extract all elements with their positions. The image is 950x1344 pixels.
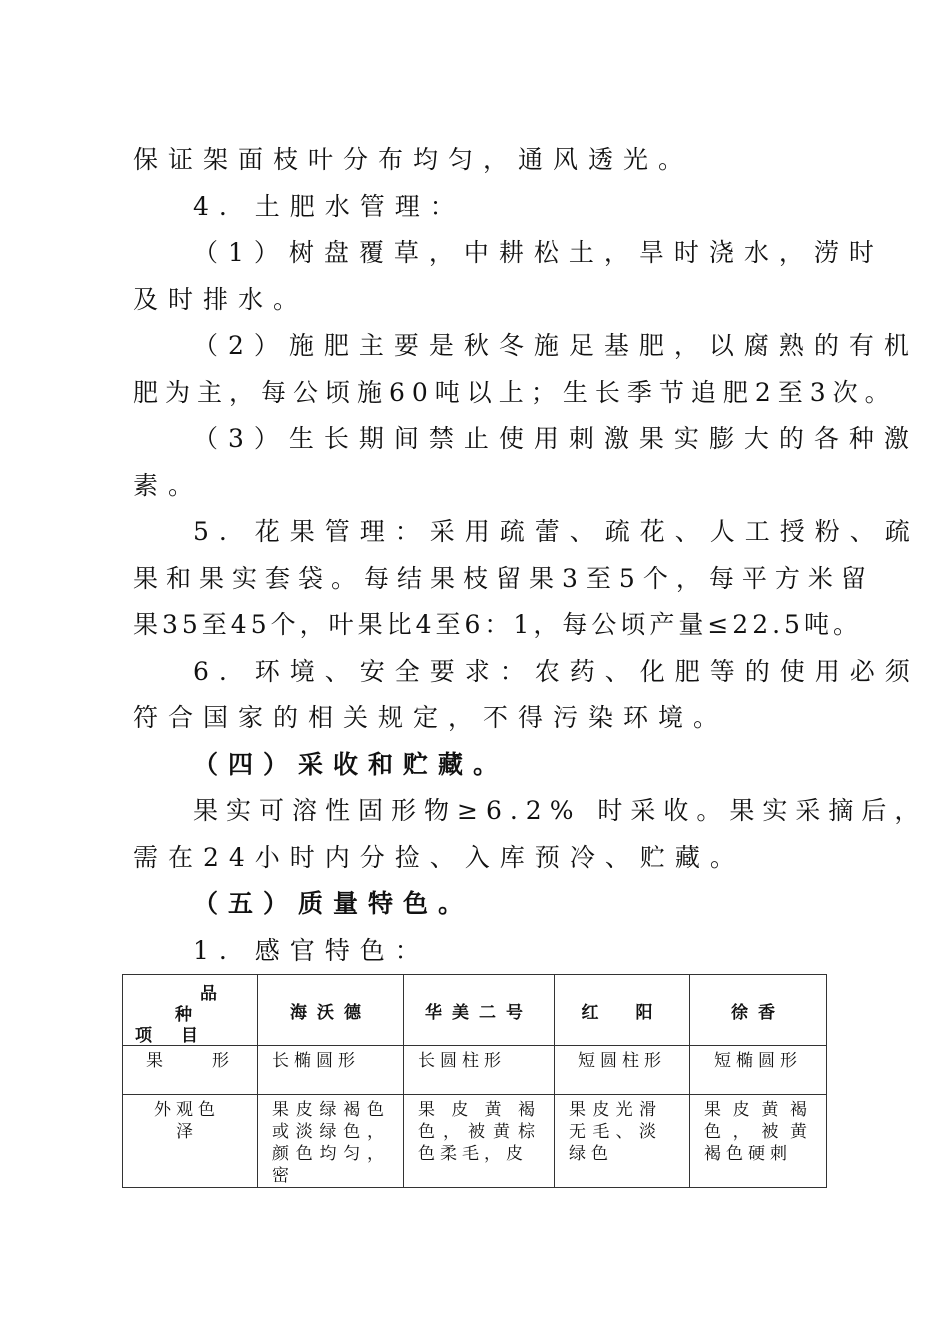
sensory-table <box>122 974 827 1188</box>
paragraph-line: 果实可溶性固形物≥6.2% 时采收。果实采摘后， <box>193 796 928 825</box>
row-label: 外观色泽 <box>123 1095 258 1188</box>
paragraph-line: 符合国家的相关规定，不得污染环境。 <box>133 703 729 732</box>
section-heading-soil: 4. 土肥水管理： <box>193 192 465 221</box>
table-cell: 长椭圆形 <box>258 1046 404 1095</box>
column-header: 红 阳 <box>555 975 690 1046</box>
table-cell: 短椭圆形 <box>690 1046 827 1095</box>
table-cell: 果皮黄褐色，被黄棕色柔毛，皮 <box>404 1095 555 1188</box>
paragraph-line: 果和果实套袋。每结果枝留果3至5个，每平方米留 <box>133 564 874 593</box>
corner-header-cell <box>123 975 258 1046</box>
paragraph-line: 素。 <box>133 471 204 500</box>
paragraph-line: 及时排水。 <box>133 285 309 314</box>
section-heading-quality: （五）质量特色。 <box>193 889 474 918</box>
section-heading-flower: 5. 花果管理：采用疏蕾、疏花、人工授粉、疏 <box>193 517 920 546</box>
table-row <box>123 1095 827 1188</box>
table-cell: 短圆柱形 <box>555 1046 690 1095</box>
corner-label: 目 <box>181 1026 198 1046</box>
column-header: 海沃德 <box>258 975 404 1046</box>
table-row <box>123 1046 827 1095</box>
corner-label: 种 <box>175 1005 192 1025</box>
row-label: 果 形 <box>123 1046 258 1095</box>
table-cell: 果皮光滑无毛、淡绿色 <box>555 1095 690 1188</box>
table-header-row <box>123 975 827 1046</box>
paragraph-line: （3）生长期间禁止使用刺激果实膨大的各种激 <box>193 424 919 453</box>
section-heading-sensory: 1. 感官特色： <box>193 936 430 965</box>
corner-label: 品 <box>200 984 217 1004</box>
table-cell: 果皮黄褐色，被黄褐色硬刺 <box>690 1095 827 1188</box>
corner-label: 项 <box>135 1026 152 1046</box>
paragraph-line: 需在24小时内分捡、入库预冷、贮藏。 <box>133 843 745 872</box>
section-heading-environment: 6. 环境、安全要求：农药、化肥等的使用必须 <box>193 657 920 686</box>
paragraph-line: 保证架面枝叶分布均匀，通风透光。 <box>133 145 694 174</box>
section-heading-harvest: （四）采收和贮藏。 <box>193 750 509 779</box>
paragraph-line: 肥为主，每公顷施60吨以上；生长季节追肥2至3次。 <box>133 378 897 407</box>
paragraph-line: （1）树盘覆草，中耕松土，旱时浇水，涝时 <box>193 238 884 267</box>
table-cell: 长圆柱形 <box>404 1046 555 1095</box>
column-header: 徐香 <box>690 975 827 1046</box>
table-cell: 果皮绿褐色或淡绿色，颜色均匀，密 <box>258 1095 404 1188</box>
paragraph-line: （2）施肥主要是秋冬施足基肥，以腐熟的有机 <box>193 331 919 360</box>
paragraph-line: 果35至45个，叶果比4至6：1，每公顷产量≤22.5吨。 <box>133 610 862 639</box>
column-header: 华美二号 <box>404 975 555 1046</box>
